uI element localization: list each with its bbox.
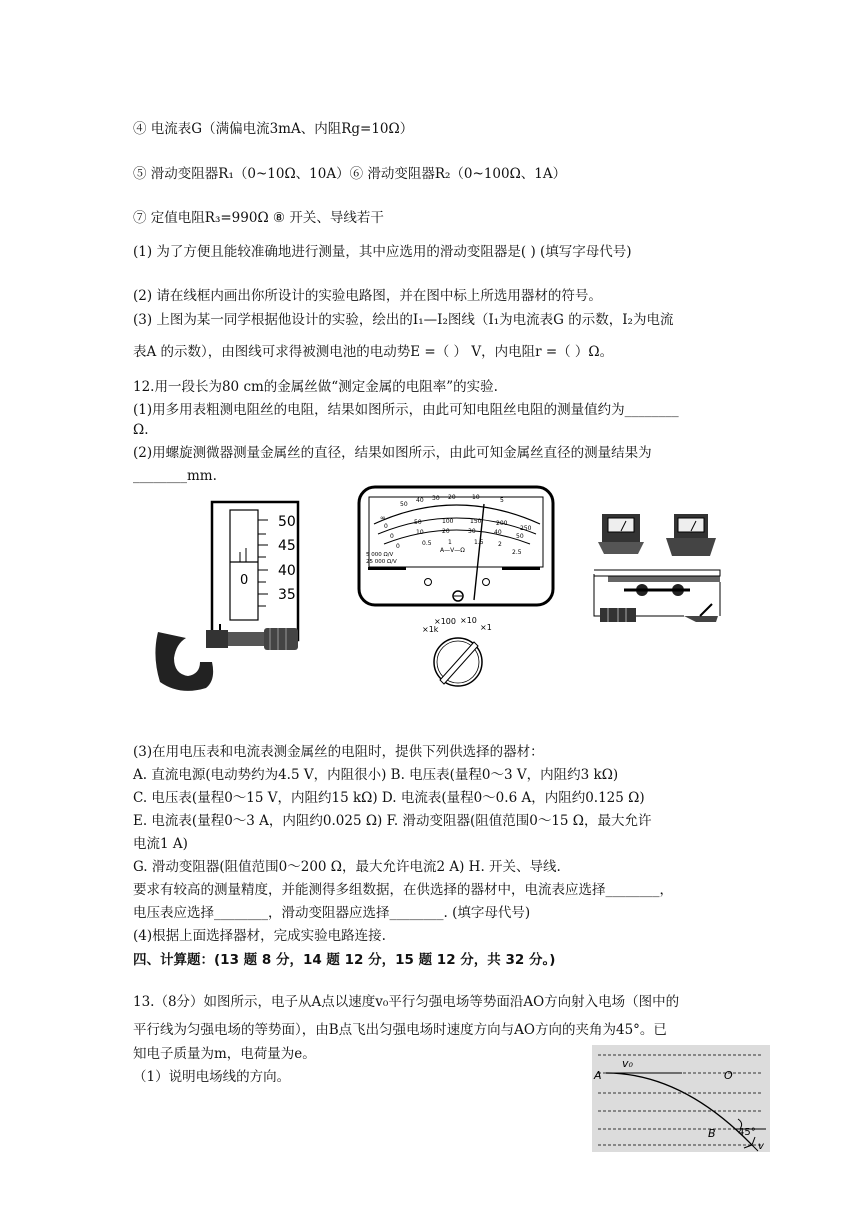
item-4: ④ 电流表G（满偏电流3mA、内阻Rg=10Ω） xyxy=(133,121,414,137)
micrometer-zero: 0 xyxy=(240,573,249,588)
ohm-scale-label: ∞ xyxy=(380,514,386,522)
ac-scale-label: 0 xyxy=(396,543,400,550)
range-x10: ×10 xyxy=(460,616,477,625)
micrometer-tick-35: 35 xyxy=(278,587,296,603)
v-scale-label: 10 xyxy=(416,529,424,536)
q12-part2-blank: ________mm. xyxy=(133,468,217,484)
v-scale-label: 50 xyxy=(516,533,524,540)
point-a-label: A xyxy=(594,1069,602,1082)
option-a-b: A. 直流电源(电动势约为4.5 V，内阻很小) B. 电压表(量程0～3 V，内阻约3 kΩ) xyxy=(133,767,619,783)
option-g-h: G. 滑动变阻器(阻值范围0～200 Ω，最大允许电流2 A) H. 开关、导线. xyxy=(133,859,561,875)
ohm-scale-label: 30 xyxy=(432,495,440,502)
ac-scale-label: 1 xyxy=(448,539,452,546)
apparatus-figure xyxy=(584,504,726,642)
range-x1: ×1 xyxy=(480,623,492,632)
v-label: v xyxy=(758,1141,764,1152)
point-o-label: O xyxy=(724,1069,733,1082)
q12-requirement-cont: 电压表应选择________，滑动变阻器应选择________. (填字母代号) xyxy=(133,905,531,921)
ohm-scale-label: 10 xyxy=(472,494,480,501)
item-7-8: ⑦ 定值电阻R₃=990Ω ⑧ 开关、导线若干 xyxy=(133,210,384,226)
range-x100: ×100 xyxy=(434,617,456,626)
q11-part1: (1) 为了方便且能较准确地进行测量，其中应选用的滑动变阻器是( ) (填写字母代号) xyxy=(133,244,632,260)
option-f-cont: 电流1 A) xyxy=(133,836,188,852)
v-scale-label: 30 xyxy=(468,528,476,535)
v-scale-label: 40 xyxy=(494,529,502,536)
q13-line2: 平行线为匀强电场的等势面），由B点飞出匀强电场时速度方向与AO方向的夹角为45°。已 xyxy=(133,1022,667,1038)
option-e-f: E. 电流表(量程0～3 A，内阻约0.025 Ω) F. 滑动变阻器(阻值范围0～15 Ω，最大允许 xyxy=(133,813,652,829)
ohm-scale-label: 20 xyxy=(448,494,456,501)
ohm-scale-label: 5 xyxy=(500,497,504,504)
micrometer-figure xyxy=(150,496,300,700)
angle-label: 45° xyxy=(738,1127,756,1138)
dc-scale-label: 0 xyxy=(384,523,388,530)
dc-scale-label: 250 xyxy=(520,525,532,532)
function-label: A—V—Ω xyxy=(440,547,465,554)
q12-part1-unit: Ω. xyxy=(133,422,149,438)
ac-scale-label: 0.5 xyxy=(422,540,432,547)
ohm-scale-label: 50 xyxy=(400,501,408,508)
q11-part2: (2) 请在线框内画出你所设计的实验电路图，并在图中标上所选用器材的符号。 xyxy=(133,288,602,304)
dc-scale-label: 100 xyxy=(442,518,454,525)
section-heading: 四、计算题：(13 题 8 分，14 题 12 分，15 题 12 分，共 32 分。) xyxy=(133,952,556,968)
field-figure xyxy=(592,1045,770,1152)
micrometer-tick-50: 50 xyxy=(278,514,296,530)
v-scale-label: 0 xyxy=(390,533,394,540)
micrometer-tick-40: 40 xyxy=(278,563,296,579)
q13-line3: 知电子质量为m，电荷量为e。 xyxy=(133,1046,316,1062)
q12-part4: (4)根据上面选择器材，完成实验电路连接. xyxy=(133,928,386,944)
q12-part2: (2)用螺旋测微器测量金属丝的直径，结果如图所示，由此可知金属丝直径的测量结果为 xyxy=(133,445,652,461)
option-c-d: C. 电压表(量程0～15 V，内阻约15 kΩ) D. 电流表(量程0～0.6 A，内阻约0.125 Ω) xyxy=(133,790,645,806)
range-x1k: ×1k xyxy=(422,625,439,634)
point-b-label: B xyxy=(708,1127,716,1140)
ac-scale-label: 2.5 xyxy=(512,549,522,556)
dc-scale-label: 50 xyxy=(414,519,422,526)
q12-title: 12.用一段长为80 cm的金属丝做“测定金属的电阻率”的实验. xyxy=(133,379,498,395)
q12-part3: (3)在用电压表和电流表测金属丝的电阻时，提供下列供选择的器材： xyxy=(133,744,544,760)
sensitivity-label: 5 000 Ω/V xyxy=(366,552,394,558)
q13-part1: （1）说明电场线的方向。 xyxy=(133,1069,291,1085)
ac-scale-label: 2 xyxy=(498,541,502,548)
dc-scale-label: 150 xyxy=(470,518,482,525)
v0-label: v₀ xyxy=(622,1057,633,1070)
q11-part3-line2: 表A 的示数），由图线可求得被测电池的电动势E =（ ） V，内电阻r =（ ）Ω。 xyxy=(133,344,614,360)
ac-scale-label: 1.5 xyxy=(474,539,484,546)
ohm-scale-label: 40 xyxy=(416,497,424,504)
item-5-6: ⑤ 滑动变阻器R₁（0~10Ω、10A）⑥ 滑动变阻器R₂（0~100Ω、1A） xyxy=(133,166,567,182)
dc-scale-label: 200 xyxy=(496,520,508,527)
q11-part3-line1: (3) 上图为某一同学根据他设计的实验，绘出的I₁—I₂图线（I₁为电流表G 的示数，I₂为电流 xyxy=(133,312,674,328)
micrometer-tick-45: 45 xyxy=(278,538,296,554)
q12-requirement: 要求有较高的测量精度，并能测得多组数据，在供选择的器材中，电流表应选择________， xyxy=(133,882,673,898)
v-scale-label: 20 xyxy=(442,528,450,535)
sensitivity-label: 25 000 Ω/V xyxy=(366,559,397,565)
multimeter-figure xyxy=(356,484,558,696)
q13-line1: 13.（8分）如图所示，电子从A点以速度v₀平行匀强电场等势面沿AO方向射入电场（图中的 xyxy=(133,994,680,1010)
q12-part1: (1)用多用表粗测电阻丝的电阻，结果如图所示，由此可知电阻丝电阻的测量值约为________ xyxy=(133,402,679,418)
